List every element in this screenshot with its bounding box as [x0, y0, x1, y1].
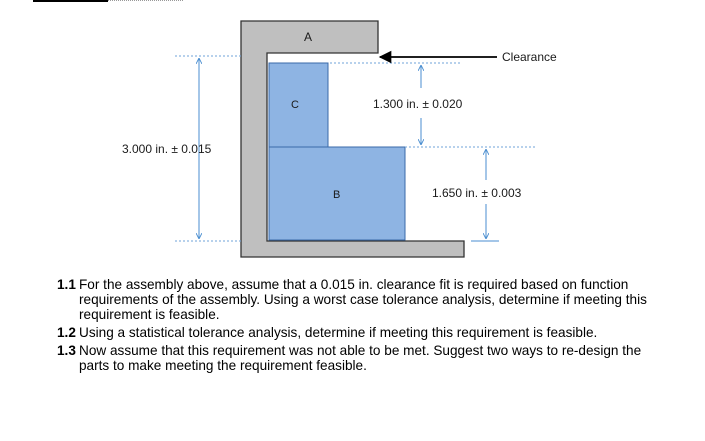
question-text: For the assembly above, assume that a 0.015 in. clearance fit is required based on function requirements of the assembly. Using a worst case tolerance analysis, determine if meeting this requirement is feasible. — [79, 277, 647, 322]
clearance-label: Clearance — [502, 50, 557, 64]
question-text: Now assume that this requirement was not able to be met. Suggest two ways to re-design the parts to make meeting the requirement feasible. — [79, 343, 642, 373]
dim-c-label: 1.300 in. ± 0.020 — [373, 97, 463, 111]
part-b-label: B — [333, 189, 341, 201]
dim-overall-label: 3.000 in. ± 0.015 — [122, 142, 212, 156]
dim-b-label: 1.650 in. ± 0.003 — [432, 186, 522, 200]
part-a-label: A — [304, 30, 313, 44]
question-1-2 — [57, 325, 662, 340]
question-1-1 — [57, 277, 662, 322]
part-c-label: C — [291, 99, 299, 111]
question-number: 1.3 — [57, 343, 76, 358]
question-number: 1.1 — [57, 277, 76, 292]
question-number: 1.2 — [57, 325, 76, 340]
question-text: Using a statistical tolerance analysis, determine if meeting this requirement is feasible. — [79, 325, 598, 340]
question-list — [57, 277, 662, 376]
question-1-3 — [57, 343, 662, 373]
